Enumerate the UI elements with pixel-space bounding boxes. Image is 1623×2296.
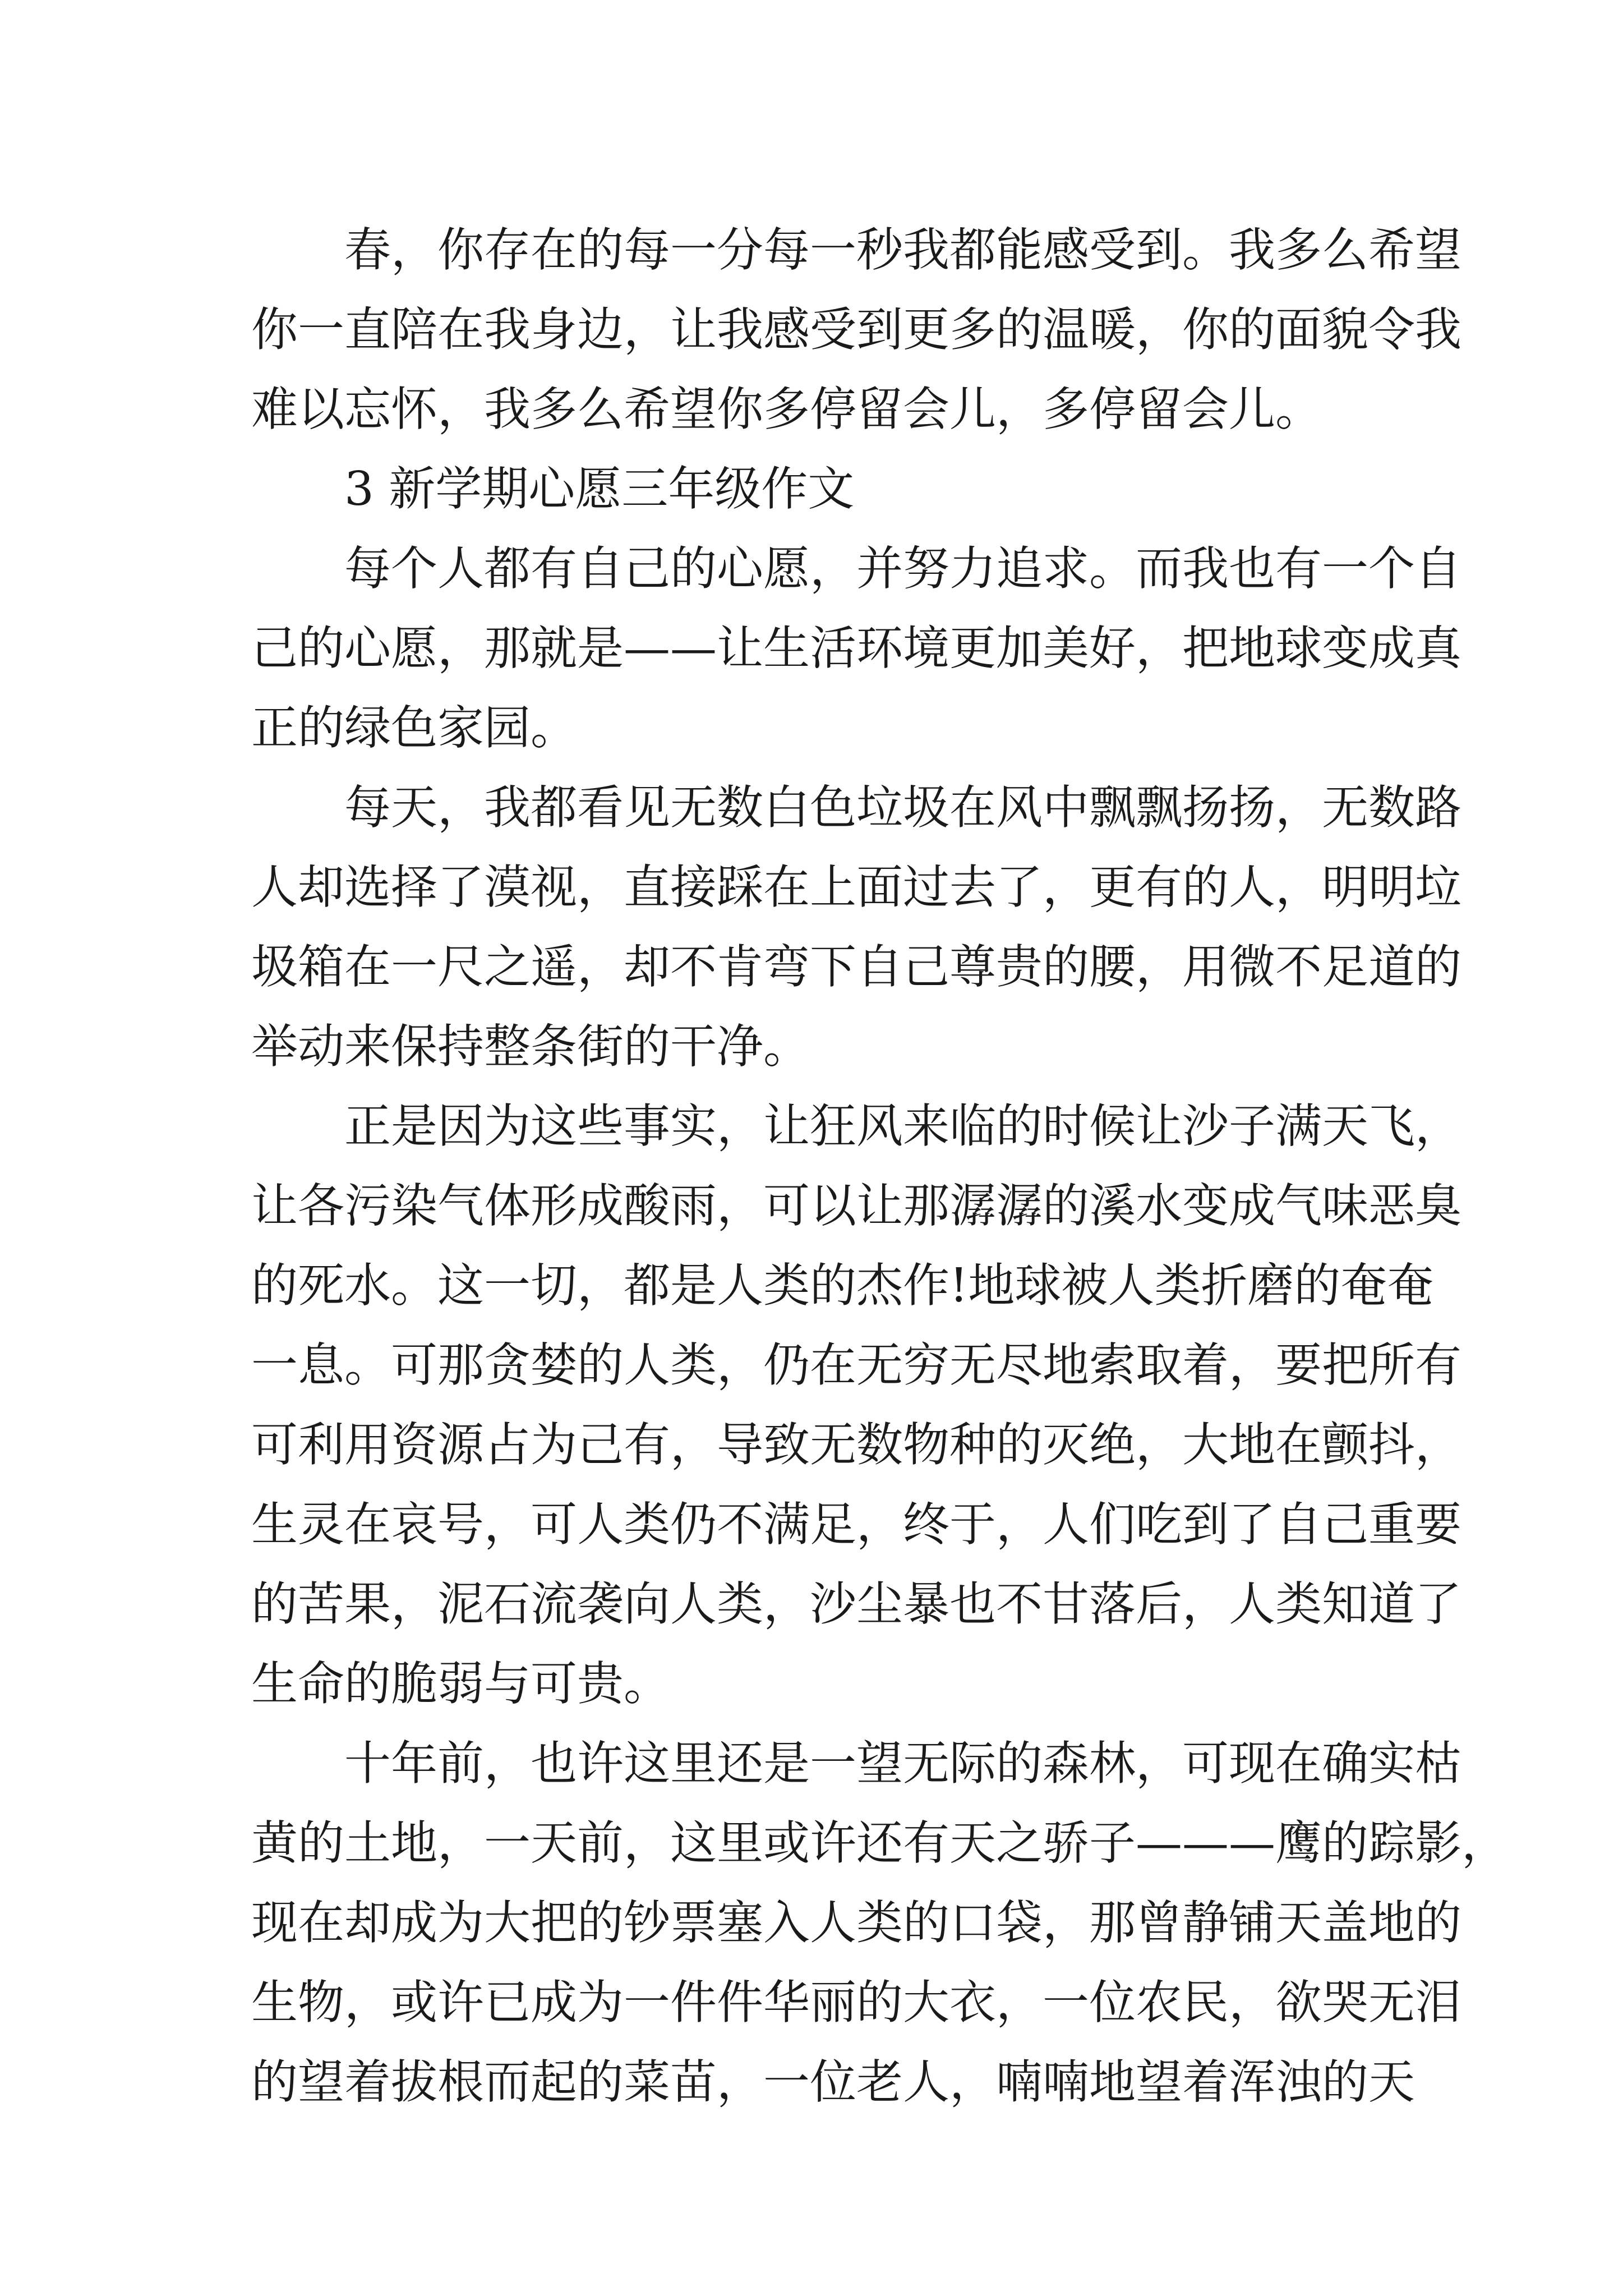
text-line: 一息。可那贪婪的人类，仍在无穷无尽地索取着，要把所有 [251, 1338, 1461, 1392]
text-line: 己的心愿，那就是——让生活环境更加美好，把地球变成真 [251, 621, 1461, 675]
text-line: 可利用资源占为己有，导致无数物种的灭绝，大地在颤抖， [251, 1418, 1461, 1472]
section-heading [251, 449, 1395, 529]
text-line: 圾箱在一尺之遥，却不肯弯下自己尊贵的腰，用微不足道的 [251, 940, 1461, 994]
text-line: 正的绿色家园。 [251, 701, 577, 755]
text-line: 十年前，也许这里还是一望无际的森林，可现在确实枯 [344, 1736, 1461, 1791]
text-line: 生物，或许已成为一件件华丽的大衣，一位农民，欲哭无泪 [251, 1975, 1461, 2030]
text-line: 人却选择了漠视，直接踩在上面过去了，更有的人，明明垃 [251, 860, 1461, 914]
paragraph-pollution [251, 1087, 1461, 1724]
text-line: 的望着拔根而起的菜苗，一位老人，喃喃地望着浑浊的天 [251, 2055, 1415, 2109]
text-line: 的苦果，泥石流袭向人类，沙尘暴也不甘落后，人类知道了 [251, 1577, 1461, 1631]
paragraph-wish [251, 529, 1461, 768]
paragraph-spring [251, 210, 1461, 449]
text-line: 的死水。这一切，都是人类的杰作!地球被人类折磨的奄奄 [251, 1258, 1434, 1313]
section-title: 3 新学期心愿三年级作文 [344, 462, 855, 516]
paragraph-ten-years [251, 1724, 1508, 2122]
text-line: 举动来保持整条街的干净。 [251, 1019, 810, 1074]
text-line: 每天，我都看见无数白色垃圾在风中飘飘扬扬，无数路 [344, 780, 1461, 835]
paragraph-litter [251, 768, 1461, 1087]
text-line: 生灵在哀号，可人类仍不满足，终于，人们吃到了自己重要 [251, 1497, 1461, 1552]
text-line: 现在却成为大把的钞票塞入人类的口袋，那曾静铺天盖地的 [251, 1895, 1461, 1950]
text-line: 难以忘怀，我多么希望你多停留会儿，多停留会儿。 [251, 382, 1322, 436]
text-line: 春，你存在的每一分每一秒我都能感受到。我多么希望 [344, 223, 1461, 277]
text-line: 正是因为这些事实，让狂风来临的时候让沙子满天飞， [344, 1099, 1461, 1153]
text-line: 黄的土地，一天前，这里或许还有天之骄子———鹰的踪影， [251, 1816, 1508, 1870]
text-line: 你一直陪在我身边，让我感受到更多的温暖，你的面貌令我 [251, 302, 1461, 357]
text-line: 每个人都有自己的心愿，并努力追求。而我也有一个自 [344, 541, 1461, 596]
essay-body [251, 210, 1508, 2122]
text-line: 生命的脆弱与可贵。 [251, 1657, 670, 1711]
text-line: 让各污染气体形成酸雨，可以让那潺潺的溪水变成气味恶臭 [251, 1179, 1461, 1233]
